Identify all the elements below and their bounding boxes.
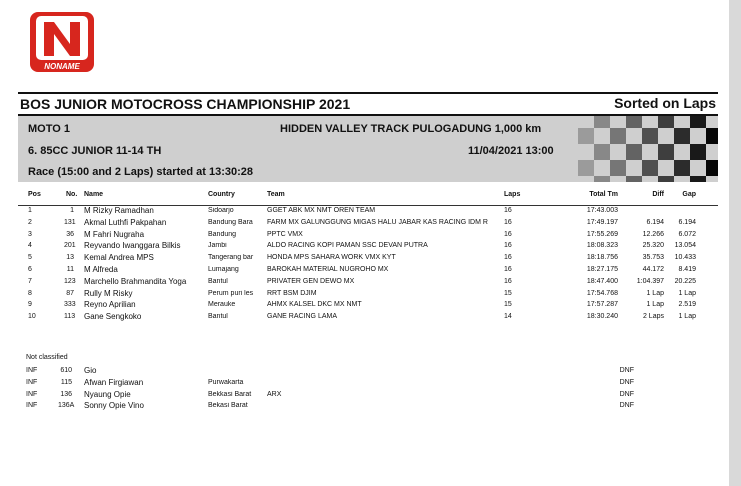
result-row <box>18 254 718 266</box>
laps-cell: 16 <box>504 207 512 214</box>
position-cell: 10 <box>28 313 36 321</box>
position-cell: INF <box>26 367 38 374</box>
number-cell: 11 <box>66 265 74 273</box>
gap-cell: 6.194 <box>678 218 696 226</box>
country-cell: Bantul <box>208 277 228 285</box>
team-cell: PRIVATER GEN DEWO MX <box>267 277 355 285</box>
position-cell: 6 <box>28 265 32 273</box>
diff-cell: 2 Laps <box>642 313 664 321</box>
race-date: 11/04/2021 13:00 <box>468 145 554 157</box>
result-row <box>18 313 718 325</box>
team-cell: AHMX KALSEL DKC MX NMT <box>267 301 362 309</box>
total-time-cell: 18:27.175 <box>586 265 618 273</box>
position-cell: 7 <box>28 277 32 285</box>
number-cell: 201 <box>64 242 76 250</box>
team-cell: PPTC VMX <box>267 230 303 238</box>
laps-cell: 16 <box>504 218 512 226</box>
diff-cell: 1:04.397 <box>636 277 664 285</box>
diff-cell: 35.753 <box>642 254 664 262</box>
gap-cell: 13.054 <box>674 242 696 250</box>
page-edge-shadow <box>729 0 741 486</box>
number-cell: 333 <box>64 301 76 309</box>
rider-name-cell: Marchello Brahmandita Yoga <box>84 276 187 286</box>
number-cell: 113 <box>64 313 76 321</box>
not-classified-row <box>18 402 718 414</box>
col-no: No. <box>66 191 78 198</box>
laps-cell: 16 <box>504 277 512 285</box>
championship-title: BOS JUNIOR MOTOCROSS CHAMPIONSHIP 2021 <box>20 96 351 112</box>
position-cell: 5 <box>28 254 32 262</box>
total-time-cell: 17:49.197 <box>586 218 618 226</box>
total-time-cell: 17:43.003 <box>586 207 618 214</box>
country-cell: Bantul <box>208 313 228 321</box>
status-cell: DNF <box>619 402 634 410</box>
country-cell: Perum puri les <box>208 289 254 297</box>
col-gap: Gap <box>682 191 696 198</box>
number-cell: 136A <box>58 402 75 410</box>
position-cell: 3 <box>28 230 32 238</box>
country-cell: Lumajang <box>208 265 239 273</box>
moto-label: MOTO 1 <box>28 123 70 135</box>
number-cell: 136 <box>60 390 72 398</box>
position-cell: INF <box>26 390 38 398</box>
race-info: Race (15:00 and 2 Laps) started at 13:30:28 <box>28 166 253 178</box>
col-total-time: Total Tm <box>589 191 618 198</box>
total-time-cell: 18:30.240 <box>586 313 618 321</box>
rider-name-cell: Afwan Firgiawan <box>84 377 144 387</box>
results-table-body <box>18 207 718 325</box>
rider-name-cell: Reyvando Iwanggara Bilkis <box>84 241 181 251</box>
country-cell: Sidoarjo <box>208 207 234 214</box>
col-country: Country <box>208 191 235 198</box>
rider-name-cell: Gio <box>84 366 97 375</box>
position-cell: 4 <box>28 242 32 250</box>
results-header <box>18 92 718 116</box>
rider-name-cell: Rully M Risky <box>84 288 133 298</box>
rider-name-cell: Akmal Luthfi Pakpahan <box>84 217 167 227</box>
country-cell: Bekkasi Barat <box>208 390 252 398</box>
position-cell: INF <box>26 402 38 410</box>
rider-name-cell: M Alfreda <box>84 264 118 274</box>
diff-cell: 1 Lap <box>646 289 664 297</box>
total-time-cell: 18:47.400 <box>586 277 618 285</box>
svg-text:NONAME: NONAME <box>44 62 80 71</box>
checkered-flag-graphic <box>578 116 718 182</box>
gap-cell: 2.519 <box>678 301 696 309</box>
track-label: HIDDEN VALLEY TRACK PULOGADUNG 1,000 km <box>280 123 542 135</box>
team-cell: RRT BSM DJIM <box>267 289 317 297</box>
country-cell: Purwakarta <box>208 378 244 386</box>
total-time-cell: 18:08.323 <box>586 242 618 250</box>
total-time-cell: 18:18.756 <box>586 254 618 262</box>
total-time-cell: 17:54.768 <box>586 289 618 297</box>
gap-cell: 1 Lap <box>678 289 696 297</box>
team-cell: BAROKAH MATERIAL NUGROHO MX <box>267 265 389 273</box>
results-table-header <box>18 191 718 206</box>
laps-cell: 14 <box>504 313 512 321</box>
race-info-band <box>18 116 718 182</box>
total-time-cell: 17:55.269 <box>586 230 618 238</box>
noname-logo <box>28 10 96 74</box>
team-cell: FARM MX GALUNGGUNG MIGAS HALU JABAR KAS RACING IDM R <box>267 218 488 226</box>
sort-label: Sorted on Laps <box>614 95 716 111</box>
col-name: Name <box>84 191 104 198</box>
laps-cell: 15 <box>504 289 512 297</box>
number-cell: 123 <box>64 277 76 285</box>
status-cell: DNF <box>619 378 634 386</box>
status-cell: DNF <box>619 390 634 398</box>
rider-name-cell: Nyaung Opie <box>84 389 131 399</box>
country-cell: Bandung Bara <box>208 218 253 226</box>
rider-name-cell: M Rizky Ramadhan <box>84 206 154 215</box>
position-cell: 2 <box>28 218 32 226</box>
rider-name-cell: M Fahri Nugraha <box>84 229 145 239</box>
country-cell: Merauke <box>208 301 236 309</box>
col-pos: Pos <box>28 191 41 198</box>
col-diff: Diff <box>652 191 664 198</box>
gap-cell: 20.225 <box>674 277 696 285</box>
team-cell: HONDA MPS SAHARA WORK VMX KYT <box>267 254 396 262</box>
number-cell: 610 <box>60 367 72 374</box>
team-cell: GANE RACING LAMA <box>267 313 338 321</box>
col-laps: Laps <box>504 191 521 198</box>
position-cell: 1 <box>28 207 32 214</box>
number-cell: 13 <box>66 254 74 262</box>
not-classified-table <box>18 367 718 414</box>
rider-name-cell: Sonny Opie Vino <box>84 401 144 411</box>
number-cell: 36 <box>66 230 74 238</box>
status-cell: DNF <box>619 367 634 374</box>
rider-name-cell: Kemal Andrea MPS <box>84 253 154 263</box>
rider-name-cell: Gane Sengkoko <box>84 312 142 322</box>
col-team: Team <box>267 191 285 198</box>
laps-cell: 16 <box>504 265 512 273</box>
team-cell: GGET ABK MX NMT OREN TEAM <box>267 207 376 214</box>
laps-cell: 16 <box>504 242 512 250</box>
gap-cell: 8.419 <box>678 265 696 273</box>
position-cell: 9 <box>28 301 32 309</box>
number-cell: 87 <box>66 289 74 297</box>
rider-name-cell: Reyno Aprilian <box>84 300 136 310</box>
gap-cell: 6.072 <box>678 230 696 238</box>
country-cell: Tangerang bar <box>208 254 254 262</box>
laps-cell: 16 <box>504 230 512 238</box>
diff-cell: 12.266 <box>642 230 664 238</box>
country-cell: Jambi <box>208 242 227 250</box>
team-cell: ARX <box>267 390 282 398</box>
position-cell: INF <box>26 378 38 386</box>
diff-cell: 6.194 <box>646 218 664 226</box>
diff-cell: 25.320 <box>642 242 664 250</box>
gap-cell: 1 Lap <box>678 313 696 321</box>
laps-cell: 15 <box>504 301 512 309</box>
not-classified-label: Not classified <box>26 354 68 361</box>
number-cell: 1 <box>70 207 74 214</box>
total-time-cell: 17:57.287 <box>586 301 618 309</box>
laps-cell: 16 <box>504 254 512 262</box>
class-label: 6. 85CC JUNIOR 11-14 TH <box>28 145 162 157</box>
diff-cell: 1 Lap <box>646 301 664 309</box>
number-cell: 115 <box>60 378 72 386</box>
position-cell: 8 <box>28 289 32 297</box>
country-cell: Bekasi Barat <box>208 402 248 410</box>
gap-cell: 10.433 <box>674 254 696 262</box>
number-cell: 131 <box>64 218 76 226</box>
team-cell: ALDO RACING KOPI PAMAN SSC DEVAN PUTRA <box>267 242 428 250</box>
diff-cell: 44.172 <box>642 265 664 273</box>
country-cell: Bandung <box>208 230 237 238</box>
